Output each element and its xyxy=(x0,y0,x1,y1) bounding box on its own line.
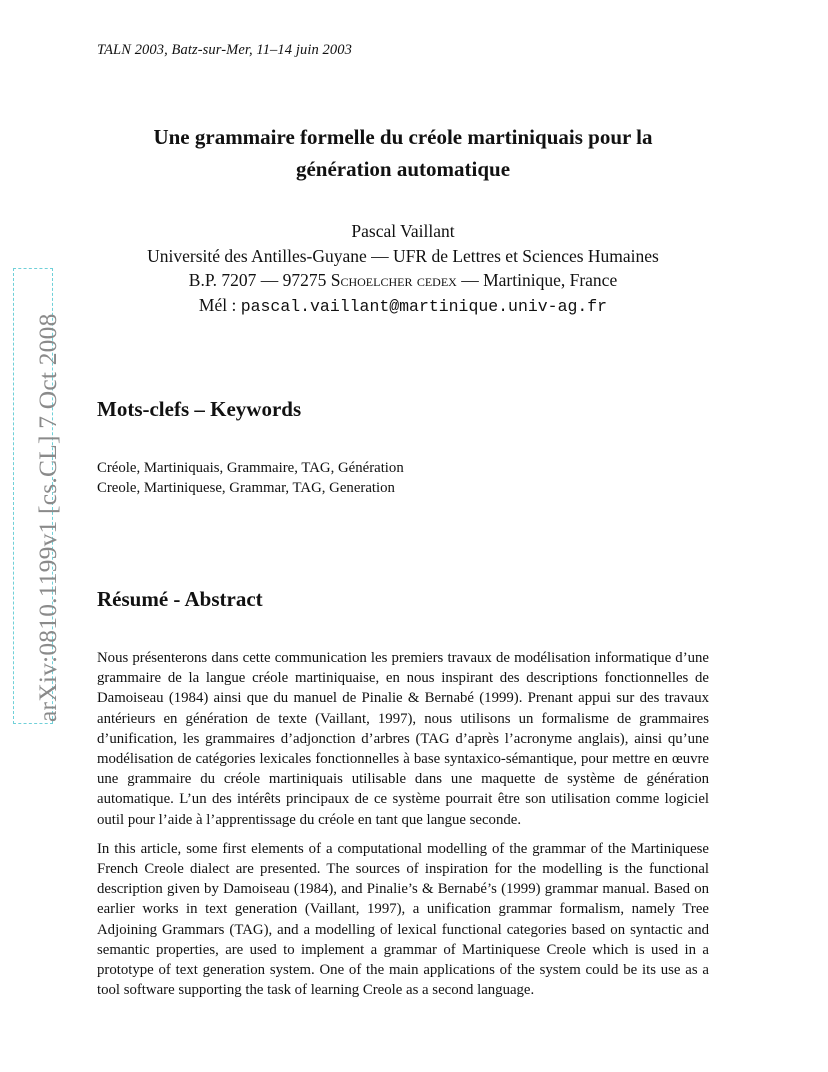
author-name: Pascal Vaillant xyxy=(351,221,455,241)
address-city: Schoelcher cedex xyxy=(330,270,457,290)
abstract-french: Nous présenterons dans cette communication les premiers travaux de modélisation informatique d’une grammaire de la langue créole martiniquaise, en nous inspirant des descriptions fonctionnelles de Damoiseau (1984) ainsi que du manuel de Pinalie & Bernabé (1999). Prenant appui sur des travaux antérieurs en génération de texte (Vaillant, 1997), nous utilisons un formalisme de grammaires d’unification, les grammaires d’adjonction d’arbres (TAG d’après l’acronyme anglais), ainsi qu’une modélisation de catégories lexicales fonctionnelles à base syntaxico-sémantique, pour mettre en œuvre une grammaire du créole martiniquais utilisable dans une maquette de système de génération automatique. L’un des intérêts principaux de ce système pourrait être son utilisation comme logiciel outil pour l’aide à l’apprentissage du créole en tant que langue seconde. xyxy=(97,650,709,828)
keywords-list xyxy=(97,458,709,498)
running-head: TALN 2003, Batz-sur-Mer, 11–14 juin 2003 xyxy=(97,42,352,58)
paper-title xyxy=(97,121,709,185)
address-prefix: B.P. 7207 — 97275 xyxy=(188,270,331,290)
address-suffix: — Martinique, France xyxy=(456,270,618,290)
keywords-english: Creole, Martiniquese, Grammar, TAG, Generation xyxy=(97,480,395,496)
abstract-english: In this article, some first elements of a computational modelling of the grammar of the Martiniquese French Creole dialect are presented. The sources of inspiration for the modelling is the functional description given by Damoiseau (1984), and Pinalie’s & Bernabé’s (1999) grammar manual. Based on earlier works in text generation (Vaillant, 1997), a unification grammar formalism, namely Tree Adjoining Grammars (TAG), and a modelling of lexical functional categories based on syntactic and semantic properties, are used to implement a grammar of Martiniquese Creole which is used in a prototype of text generation system. One of the main applications of the system could be its use as a tool software supporting the task of learning Creole as a second language. xyxy=(97,840,709,999)
title-line-1: Une grammaire formelle du créole martiniquais pour la xyxy=(153,125,653,149)
abstract-heading: Résumé - Abstract xyxy=(97,587,263,611)
email-address[interactable]: pascal.vaillant@martinique.univ-ag.fr xyxy=(240,296,608,316)
email-label: Mél : xyxy=(198,294,241,315)
author-block xyxy=(97,219,709,319)
abstract-body xyxy=(97,648,709,1009)
email-line xyxy=(97,293,709,320)
postal-address xyxy=(97,268,709,293)
keywords-heading: Mots-clefs – Keywords xyxy=(97,397,302,421)
arxiv-identifier[interactable]: arXiv:0810.1199v1 [cs.CL] 7 Oct 2008 xyxy=(33,313,62,722)
affiliation: Université des Antilles-Guyane — UFR de Lettres et Sciences Humaines xyxy=(147,245,659,266)
keywords-french: Créole, Martiniquais, Grammaire, TAG, Génération xyxy=(97,460,404,476)
title-line-2: génération automatique xyxy=(295,157,511,181)
